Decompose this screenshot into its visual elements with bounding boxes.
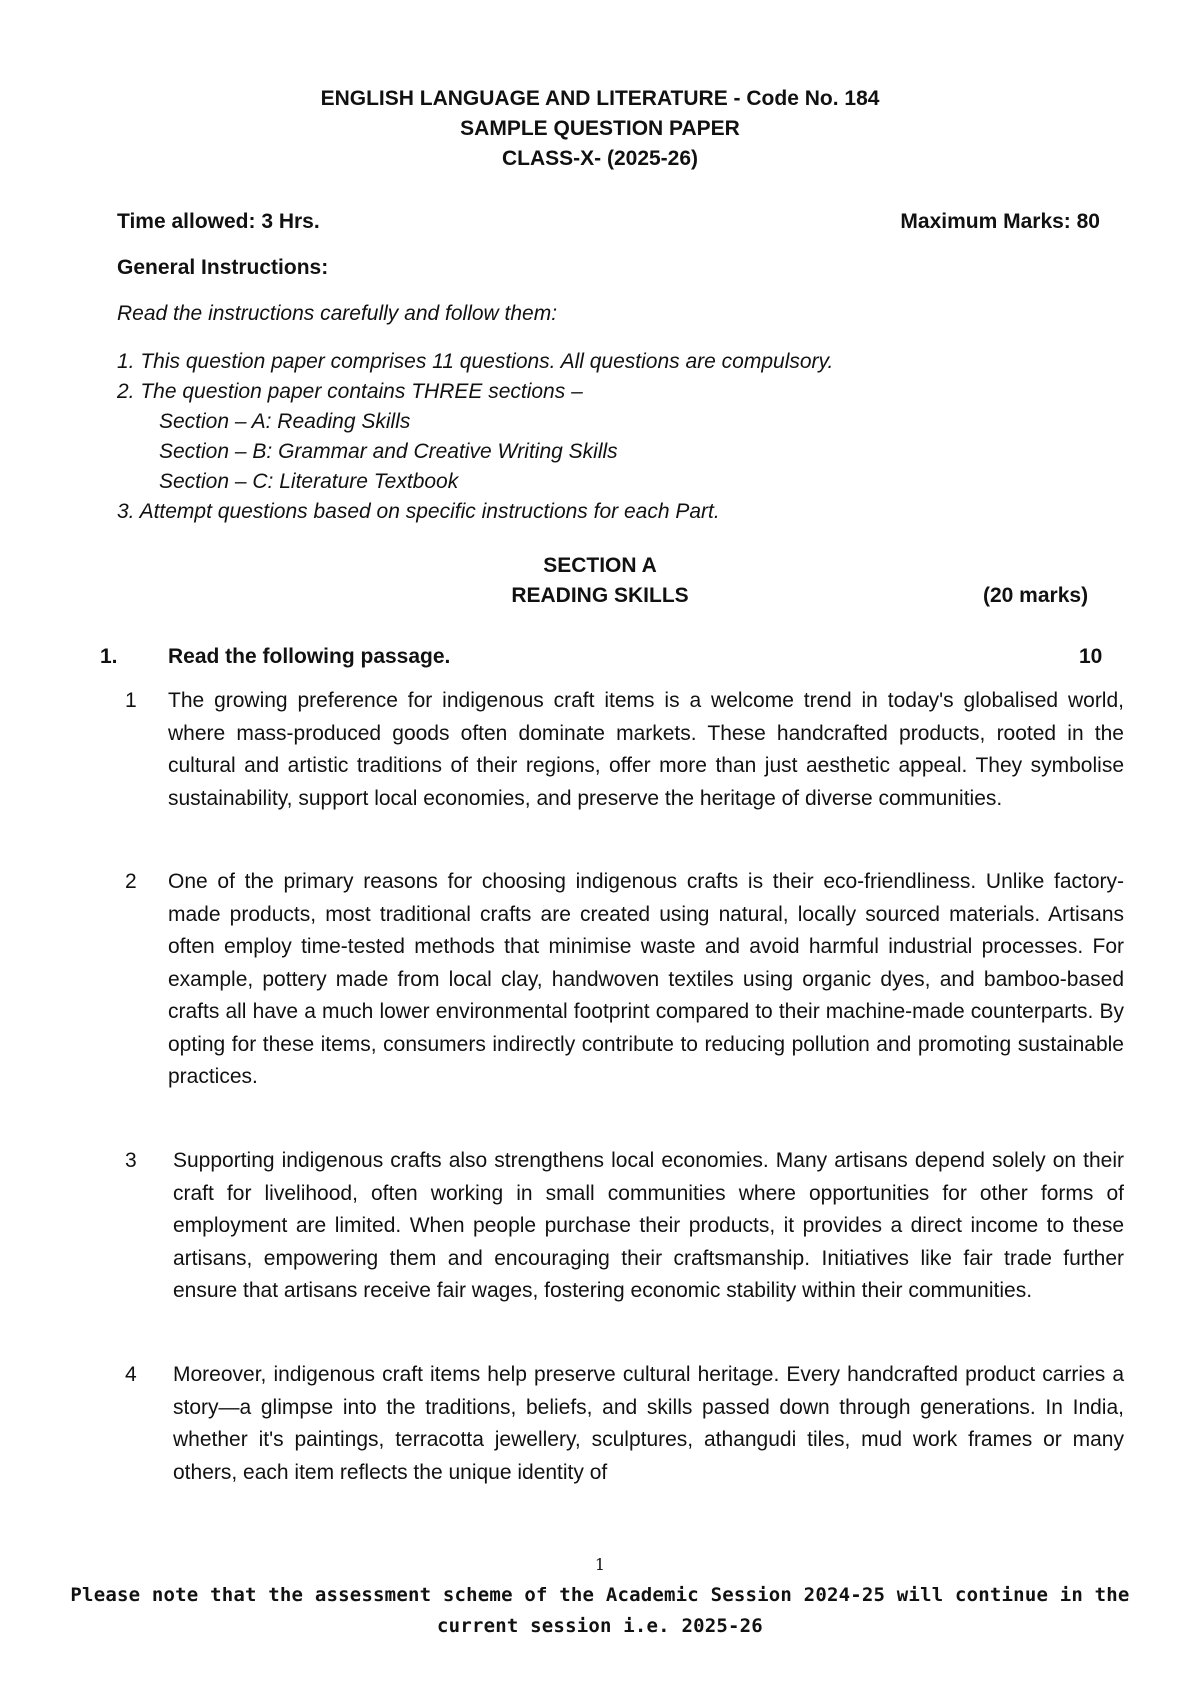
paragraph-text: Moreover, indigenous craft items help preserve cultural heritage. Every handcrafted product carries a story—a glimpse into the traditions, beliefs, and skills passed down through generations. In India, whether it's paintings, terracotta jewellery, sculptures, athangudi tiles, mud work frames or many others, each item reflects the unique identity of	[173, 1363, 1124, 1484]
question-text: Read the following passage.	[168, 645, 451, 668]
footer-note	[60, 1580, 1140, 1642]
section-a-title: SECTION A	[543, 554, 657, 577]
instruction-item: 2. The question paper contains THREE sections –	[117, 380, 583, 403]
section-list-item: Section – A: Reading Skills	[159, 410, 411, 433]
passage-paragraph	[125, 1145, 1124, 1308]
passage-paragraph	[125, 1359, 1124, 1489]
maximum-marks: Maximum Marks: 80	[900, 210, 1100, 233]
paragraph-number: 4	[125, 1363, 137, 1386]
paper-header	[0, 84, 1200, 174]
paragraph-number: 1	[125, 689, 137, 712]
paragraph-text: Supporting indigenous crafts also strengthens local economies. Many artisans depend solely on their craft for livelihood, often working in small communities where opportunities for other forms of employment are limited. When people purchase their products, it provides a direct income to these artisans, empowering them and encouraging their craftsmanship. Initiatives like fair trade further ensure that artisans receive fair wages, fostering economic stability within their communities.	[173, 1149, 1124, 1302]
general-instructions-title: General Instructions:	[117, 256, 329, 279]
passage-paragraph	[125, 685, 1124, 815]
section-a-heading	[0, 581, 1200, 611]
instruction-item: 1. This question paper comprises 11 questions. All questions are compulsory.	[117, 350, 834, 373]
instructions-intro: Read the instructions carefully and follow them:	[117, 302, 558, 325]
instructions-list	[117, 347, 833, 527]
instruction-item: 3. Attempt questions based on specific instructions for each Part.	[117, 500, 720, 523]
paper-class: CLASS-X- (2025-26)	[501, 147, 699, 170]
paper-title: ENGLISH LANGUAGE AND LITERATURE - Code No. 184	[320, 87, 880, 110]
page-number: 1	[594, 1555, 606, 1574]
time-allowed: Time allowed: 3 Hrs.	[117, 210, 320, 233]
paragraph-number: 3	[125, 1149, 137, 1172]
paragraph-text: The growing preference for indigenous craft items is a welcome trend in today's globalised world, where mass-produced goods often dominate markets. These handcrafted products, rooted in the cultural and artistic traditions of their regions, offer more than just aesthetic appeal. They symbolise sustainability, support local economies, and preserve the heritage of diverse communities.	[168, 689, 1124, 810]
question-marks: 10	[1079, 645, 1103, 668]
paper-subtitle: SAMPLE QUESTION PAPER	[460, 117, 740, 140]
section-list-item: Section – B: Grammar and Creative Writing Skills	[159, 440, 618, 463]
section-a-subtitle: READING SKILLS	[511, 584, 689, 607]
section-a-marks: (20 marks)	[983, 584, 1089, 607]
footer-line: Please note that the assessment scheme of the Academic Session 2024-25 will continue in the	[70, 1584, 1130, 1606]
section-list-item: Section – C: Literature Textbook	[159, 470, 459, 493]
question-number: 1.	[100, 645, 118, 668]
passage-paragraph	[125, 866, 1124, 1094]
footer-line: current session i.e. 2025-26	[437, 1615, 763, 1637]
paragraph-number: 2	[125, 870, 137, 893]
paragraph-text: One of the primary reasons for choosing indigenous crafts is their eco-friendliness. Unlike factory-made products, most traditional crafts are created using natural, locally sourced materials. Artisans often employ time-tested methods that minimise waste and avoid harmful industrial processes. For example, pottery made from local clay, handwoven textiles using organic dyes, and bamboo-based crafts all have a much lower environmental footprint compared to their machine-made counterparts. By opting for these items, consumers indirectly contribute to reducing pollution and promoting sustainable practices.	[168, 870, 1124, 1088]
